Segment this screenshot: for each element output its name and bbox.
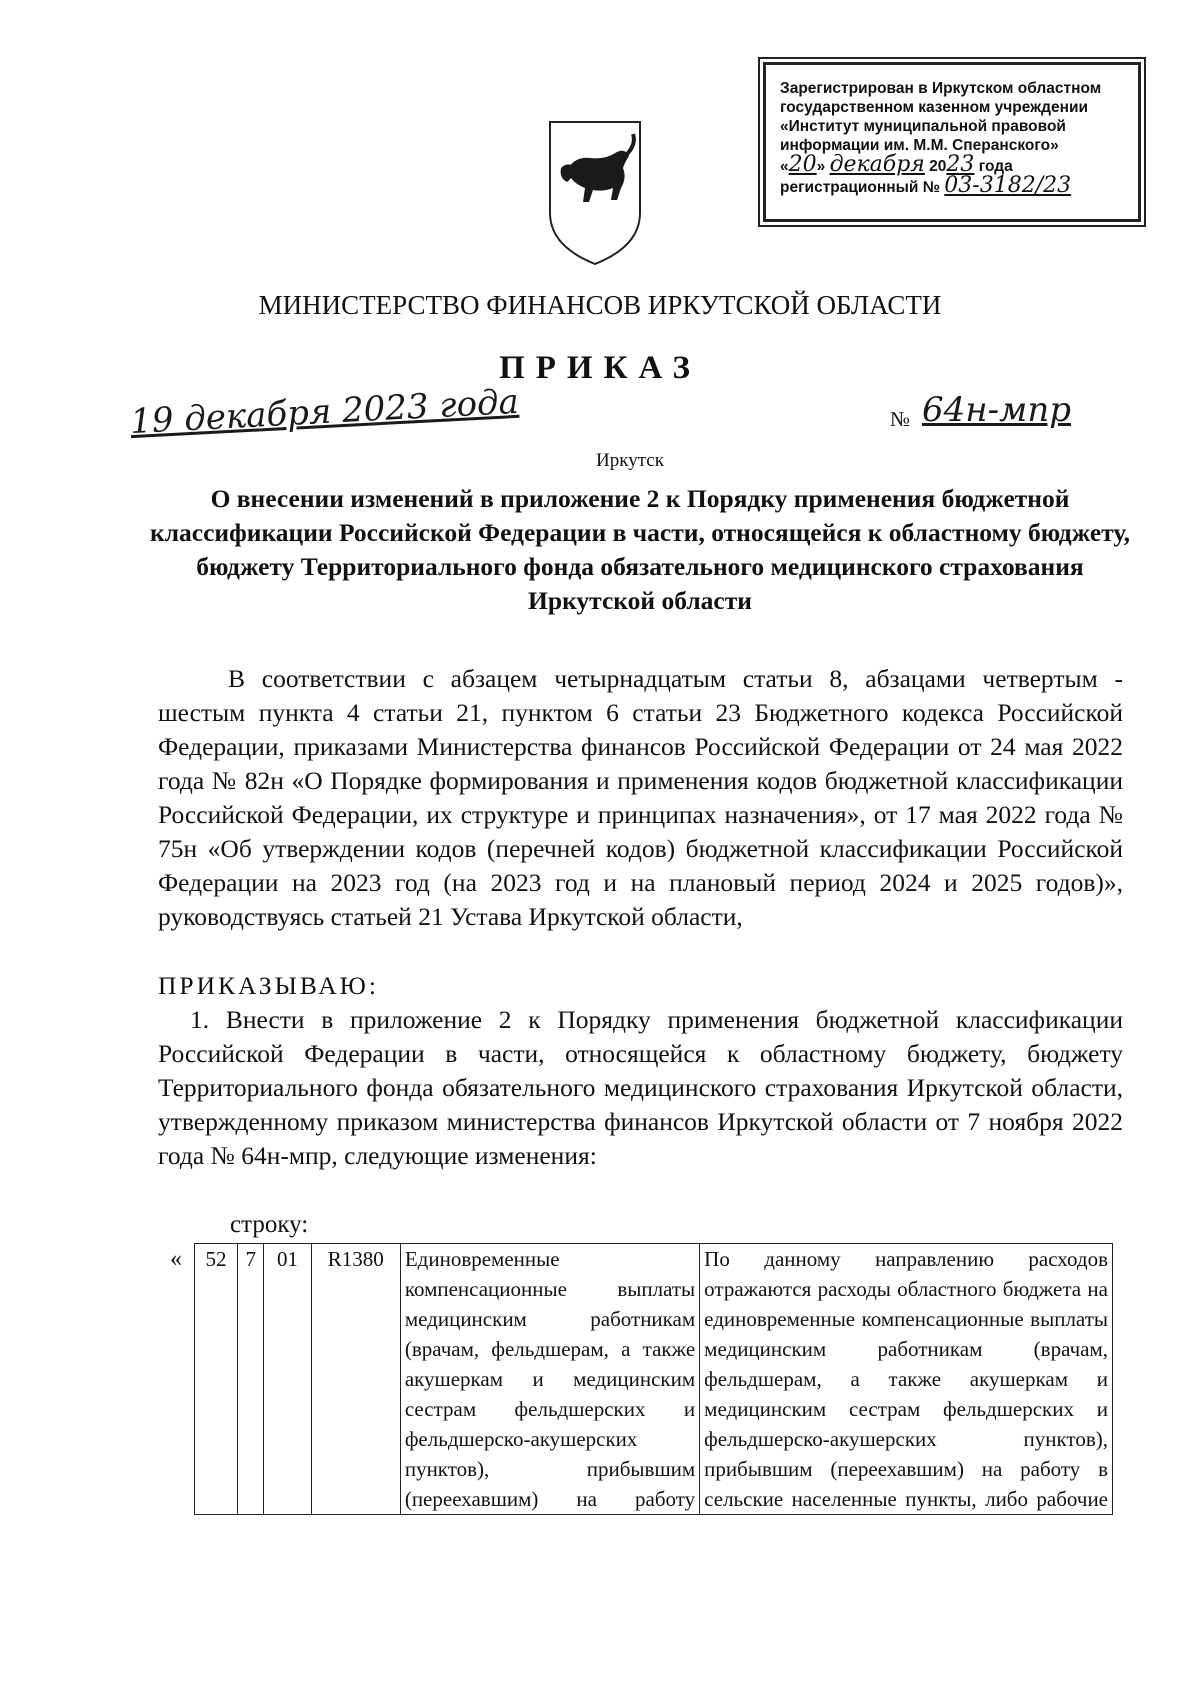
item-1-paragraph: 1. Внести в приложение 2 к Порядку применения бюджетной классификации Российской Федерации в части, относящейся к областному бюджету, бюджету Территориального фонда обязательного медицинского страхования Иркутской области, утвержденному приказом министерства финансов Иркутской области от 7 ноября 2022 года № 64н-мпр, следующие изменения: [158,1005,1123,1170]
stamp-line: Зарегистрирован в Иркутском областном [780,80,1102,97]
code-cell: 01 [264,1244,311,1515]
number-label: № [890,407,911,431]
stamp-year-prefix: 20 [929,158,947,175]
stamp-reg-label: регистрационный № [780,179,940,196]
handwritten-order-number: 64н-мпр [922,390,1071,430]
stamp-reg-number: 03-3182/23 [944,173,1072,198]
stamp-reg-line [780,173,1130,198]
code-cell: R1380 [311,1244,400,1515]
preamble-paragraph: В соответствии с абзацем четырнадцатым статьи 8, абзацами четвертым - шестым пункта 4 статьи 21, пунктом 6 статьи 23 Бюджетного кодекса Российской Федерации, приказами Министерства финансов Российской Федерации от 24 мая 2022 года № 82н «О Порядке формирования и применения кодов бюджетной классификации Российской Федерации, их структуре и принципах назначения», от 17 мая 2022 года № 75н «Об утверждении кодов (перечней кодов) бюджетной классификации Российской Федерации на 2023 год (на 2023 год и на плановый период 2024 и 2025 годов)», руководствуясь статьей 21 Устава Иркутской области, [158,664,1123,931]
irkutsk-coat-of-arms-icon [545,118,645,268]
code-cell: 52 [195,1244,238,1515]
expense-name-cell: Единовременные компенсационные выплаты медицинским работникам (врачам, фельдшерам, а также акушеркам и медицинским сестрам фельдшерских и фельдшерско-акушерских пунктов), прибывшим (переехавшим) на работу [400,1244,699,1515]
stamp-line: «Институт муниципальной правовой [780,118,1066,135]
code-cell: 7 [238,1244,264,1515]
stamp-line: государственном казенном учреждении [780,99,1089,116]
handwritten-date: 19 декабря 2023 года [129,381,520,443]
stroku-label: строку: [230,1211,309,1238]
stamp-year: 23 [946,152,975,177]
stamp-date-open: « [780,158,789,175]
order-heading: О внесении изменений в приложение 2 к Порядку применения бюджетной классификации Российской Федерации в части, относящейся к областному бюджету, бюджету Территориального фонда обязательного медицинского страхования Иркутской области [150,484,1130,615]
stamp-line: информации им. М.М. Сперанского» [780,137,1059,154]
order-word: ПРИКАЗЫВАЮ: [158,971,379,1000]
document-type-title: ПРИКАЗ [499,350,701,386]
city: Иркутск [596,450,664,471]
registration-stamp [763,62,1141,222]
classification-table [194,1243,1113,1515]
table-open-quote: « [170,1246,182,1272]
expense-description-cell: По данному направлению расходов отражаются расходы областного бюджета на единовременные компенсационные выплаты медицинским работникам (врачам, фельдшерам, а также акушеркам и медицинским сестрам фельдшерских и фельдшерско-акушерских пунктов), прибывшим (переехавшим) на работу в сельские населенные пункты, либо рабочие [700,1244,1113,1515]
ministry-name: МИНИСТЕРСТВО ФИНАНСОВ ИРКУТСКОЙ ОБЛАСТИ [258,290,942,320]
stamp-year-suffix: года [978,158,1013,175]
stamp-date-close: » [816,158,826,175]
table-row [195,1244,1113,1515]
stamp-day: 20 [788,152,817,177]
stamp-month: декабря [829,152,925,177]
